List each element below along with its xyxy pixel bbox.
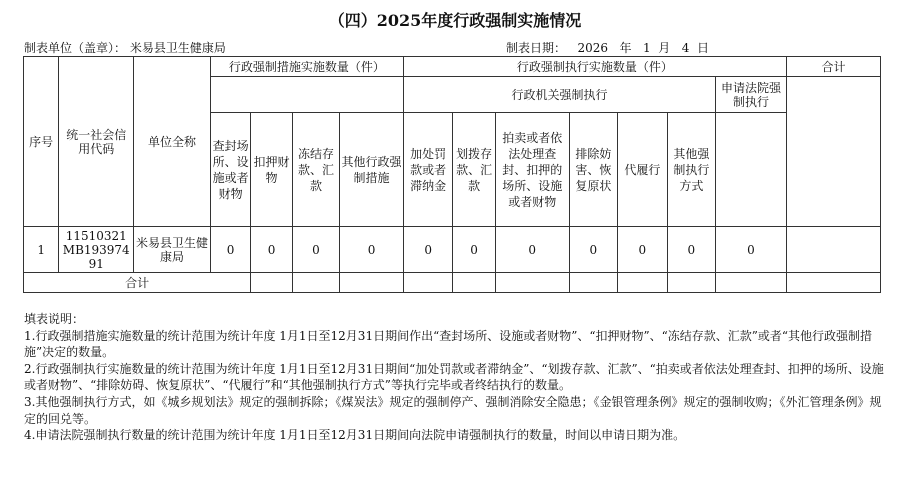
header-e-transfer: 划拨存款、汇款 [453,113,495,227]
preparing-date [506,39,709,56]
preparing-unit [24,39,226,56]
cell-e-penalty: 0 [403,227,453,273]
cell-m-seal: 0 [210,227,250,273]
filling-notes [24,311,884,444]
header-credit-code: 统一社会信用代码 [59,57,134,227]
header-court-exec-blank [716,113,787,227]
header-measures-blank [210,77,403,113]
footer-cell [340,273,404,293]
footer-cell [786,273,880,293]
enforcement-table [23,56,881,293]
cell-m-other: 0 [340,227,404,273]
footer-cell [495,273,569,293]
cell-e-remove: 0 [569,227,618,273]
header-e-remove: 排除妨害、恢复原状 [569,113,618,227]
footer-cell [403,273,453,293]
date-day: 4 [681,41,690,55]
year-char: 年 [619,41,632,55]
footer-cell [292,273,339,293]
cell-e-other: 0 [667,227,716,273]
preparing-unit-label: 制表单位（盖章）： [24,41,127,55]
date-year: 2026 [577,41,609,55]
footer-cell [618,273,668,293]
header-court-exec: 申请法院强制执行 [716,77,787,113]
header-seq: 序号 [24,57,59,227]
cell-court-exec: 0 [716,227,787,273]
header-unit-name: 单位全称 [134,57,211,227]
note-item: 1.行政强制措施实施数量的统计范围为统计年度 1月1日至12月31日期间作出“查封场所、设施或者财物”、“扣押财物”、“冻结存款、汇款”或者“其他行政强制措施”决定的数量。 [24,328,873,360]
notes-heading: 填表说明： [24,312,85,326]
header-e-proxy: 代履行 [618,113,668,227]
header-m-freeze: 冻结存款、汇款 [292,113,339,227]
header-m-seal: 查封场所、设施或者财物 [210,113,250,227]
cell-seq: 1 [24,227,59,273]
table-row [24,227,881,273]
footer-cell [667,273,716,293]
cell-total [786,227,880,273]
header-execution-group: 行政强制执行实施数量（件） [403,57,786,77]
cell-m-detain: 0 [251,227,292,273]
header-admin-exec: 行政机关强制执行 [403,77,715,113]
header-m-detain: 扣押财物 [251,113,292,227]
header-total-blank [786,77,880,227]
month-char: 月 [658,41,671,55]
preparing-unit-value: 米易县卫生健康局 [129,41,226,55]
note-item: 4.申请法院强制执行数量的统计范围为统计年度 1月1日至12月31日期间向法院申请强制执行的数量，时间以申请日期为准。 [24,428,686,443]
page-title: （四）2025年度行政强制实施情况 [328,11,582,30]
preparing-date-label: 制表日期： [506,41,567,55]
footer-cell [716,273,787,293]
header-measures-group: 行政强制措施实施数量（件） [210,57,403,77]
note-item: 2.行政强制执行实施数量的统计范围为统计年度 1月1日至12月31日期间“加处罚款或者滞纳金”、“划拨存款、汇款”、“拍卖或者依法处理查封、扣押的场所、设施或者财物”、“排除妨碍、恢复原状”、“代履行”和“其他强制执行方式”等执行完毕或者终结执行的数量。 [24,361,884,393]
cell-e-transfer: 0 [453,227,495,273]
note-item: 3.其他强制执行方式，如《城乡规划法》规定的强制拆除；《煤炭法》规定的强制停产、强制消除安全隐患；《金银管理条例》规定的强制收购；《外汇管理条例》规定的回兑等。 [24,394,882,426]
cell-m-freeze: 0 [292,227,339,273]
header-e-auction: 拍卖或者依法处理查封、扣押的场所、设施或者财物 [495,113,569,227]
footer-cell [251,273,292,293]
day-char: 日 [696,41,709,55]
date-month: 1 [642,41,651,55]
header-total: 合计 [786,57,880,77]
cell-e-auction: 0 [495,227,569,273]
header-m-other: 其他行政强制措施 [340,113,404,227]
footer-cell [453,273,495,293]
cell-e-proxy: 0 [618,227,668,273]
table-footer-row [24,273,881,293]
footer-total-label: 合计 [24,273,251,293]
cell-credit-code: 11510321MB19397491 [59,227,134,273]
header-e-penalty: 加处罚款或者滞纳金 [403,113,453,227]
cell-unit-name: 米易县卫生健康局 [134,227,211,273]
footer-cell [569,273,618,293]
header-e-other: 其他强制执行方式 [667,113,716,227]
